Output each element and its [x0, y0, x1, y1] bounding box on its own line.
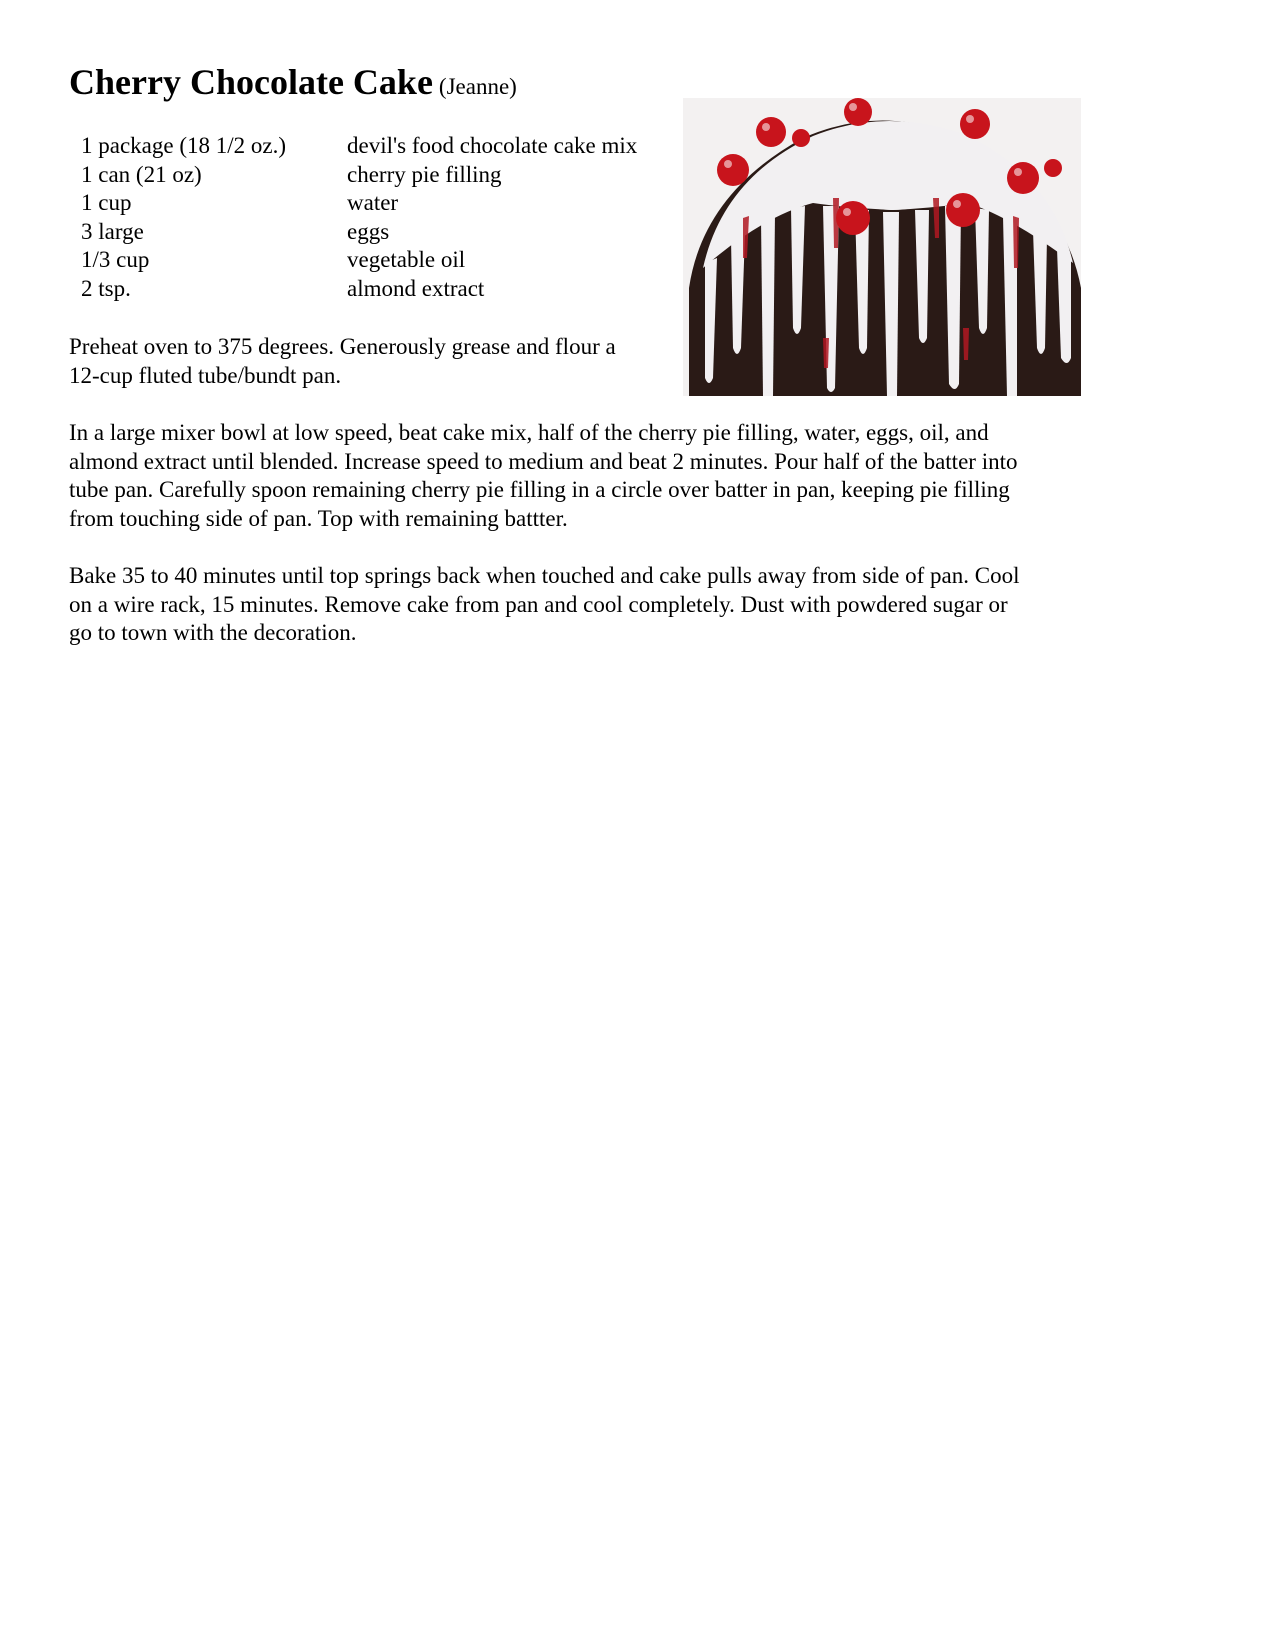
instruction-step-2 [69, 419, 1209, 533]
ingredient-quantity: 3 large [81, 218, 144, 244]
recipe-title-block [69, 64, 517, 100]
ingredient-row [81, 161, 637, 190]
recipe-author: (Jeanne) [438, 74, 517, 99]
ingredient-quantity: 1 package (18 1/2 oz.) [81, 133, 287, 158]
instruction-line: from touching side of pan. Top with remaining battter. [69, 505, 568, 531]
instruction-line: almond extract until blended. Increase speed to medium and beat 2 minutes. Pour half of the batter into [69, 448, 1018, 474]
recipe-title: Cherry Chocolate Cake [69, 62, 433, 102]
instruction-line: Bake 35 to 40 minutes until top springs back when touched and cake pulls away from side of pan. Cool [69, 563, 1020, 588]
ingredient-row [81, 132, 637, 161]
instruction-step-1 [69, 333, 669, 390]
ingredient-row [81, 189, 637, 218]
cake-photo-illustration [683, 98, 1081, 396]
ingredient-name: vegetable oil [347, 247, 466, 272]
instruction-step-3 [69, 562, 1209, 648]
ingredients-list [81, 132, 637, 303]
ingredient-quantity: 1/3 cup [81, 247, 150, 272]
ingredient-quantity: 1 can (21 oz) [81, 161, 202, 187]
ingredient-name: cherry pie filling [347, 161, 502, 187]
instruction-line: on a wire rack, 15 minutes. Remove cake from pan and cool completely. Dust with powdered sugar or [69, 591, 1008, 617]
ingredient-name: almond extract [347, 275, 485, 301]
ingredient-row [81, 275, 637, 304]
instruction-line: tube pan. Carefully spoon remaining cherry pie filling in a circle over batter in pan, keeping pie filling [69, 477, 1010, 502]
instruction-line: 12-cup fluted tube/bundt pan. [69, 362, 342, 388]
instruction-line: Preheat oven to 375 degrees. Generously grease and flour a [69, 334, 616, 359]
ingredient-row [81, 218, 637, 247]
cake-photo [683, 98, 1081, 396]
instruction-line: In a large mixer bowl at low speed, beat cake mix, half of the cherry pie filling, water, eggs, oil, and [69, 420, 989, 445]
instruction-line: go to town with the decoration. [69, 620, 357, 645]
ingredient-row [81, 246, 637, 275]
ingredient-name: devil's food chocolate cake mix [347, 133, 638, 158]
ingredient-quantity: 2 tsp. [81, 275, 131, 301]
ingredient-name: eggs [347, 218, 390, 244]
ingredient-quantity: 1 cup [81, 190, 132, 215]
ingredient-name: water [347, 190, 399, 215]
